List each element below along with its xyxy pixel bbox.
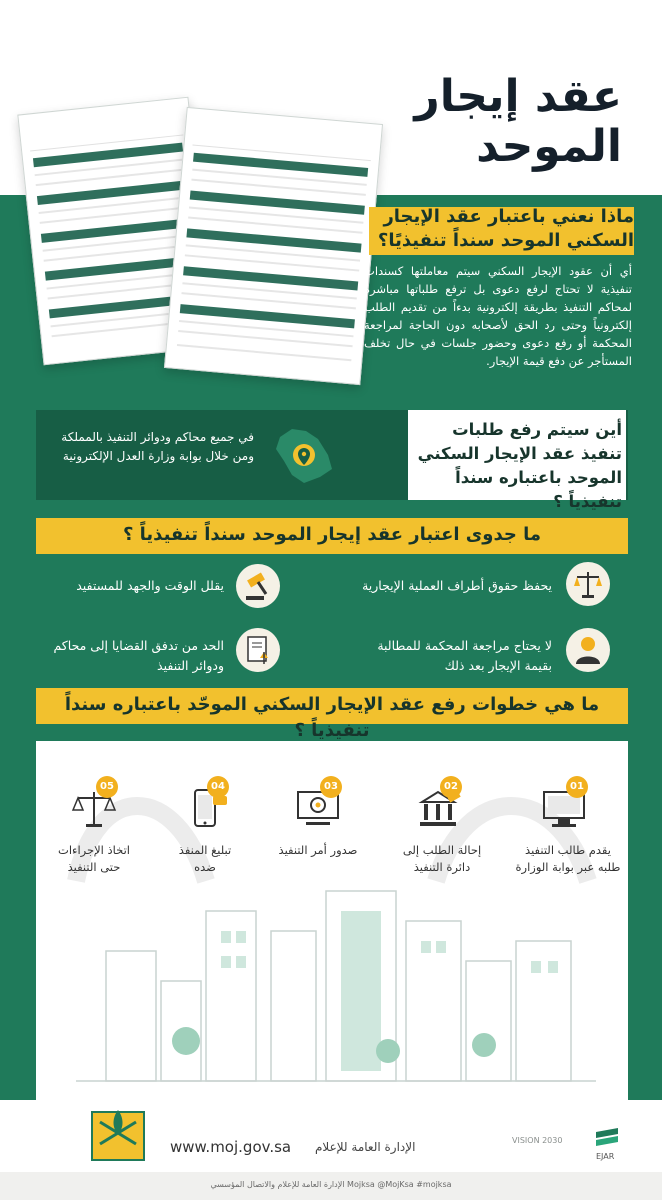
footer-social-text: Mojksa @MojKsa #mojksa الإدارة العامة للإعلام والاتصال المؤسسي <box>210 1180 452 1189</box>
step-5-label-line-1: اتخاذ الإجراءات <box>58 843 130 857</box>
step-5-label <box>39 842 149 876</box>
step-2-label <box>387 842 497 876</box>
gavel-icon <box>236 564 280 608</box>
website-url[interactable]: www.moj.gov.sa <box>170 1138 292 1156</box>
step-1-label-line-2: طلبه عبر بوابة الوزارة <box>515 860 621 874</box>
meaning-question: ماذا نعني باعتبار عقد الإيجار السكني الموحد سنداً تنفيذيًا؟ <box>377 206 634 251</box>
step-1-label-line-1: يقدم طالب التنفيذ <box>525 843 611 857</box>
step-5-number: 05 <box>96 776 118 798</box>
location-question: أين سيتم رفع طلبات تنفيذ عقد الإيجار السكني الموحد باعتباره سنداً تنفيذياً ؟ <box>417 420 622 511</box>
step-4-label-line-1: تبليغ المنفذ <box>178 843 232 857</box>
step-2-label-line-2: دائرة التنفيذ <box>413 860 471 874</box>
ministry-emblem-logo <box>78 1098 158 1174</box>
step-4-label <box>150 842 260 876</box>
step-5-label-line-2: حتى التنفيذ <box>67 860 121 874</box>
contract-document-front <box>164 107 383 385</box>
benefit-2-label: يقلل الوقت والجهد للمستفيد <box>76 578 224 593</box>
step-4-number: 04 <box>207 776 229 798</box>
benefit-4-label: الحد من تدفق القضايا إلى محاكم ودوائر التنفيذ <box>53 638 224 673</box>
ejar-logo-icon <box>592 1126 622 1150</box>
benefits-question: ما جدوى اعتبار عقد إيجار الموحد سنداً تنفيذياً ؟ <box>122 524 542 545</box>
location-answer: في جميع محاكم ودوائر التنفيذ بالمملكة ومن خلال بوابة وزارة العدل الإلكترونية <box>61 430 254 463</box>
scales-icon <box>566 562 610 606</box>
meaning-answer: أي أن عقود الإيجار السكني سيتم معاملتها كسندات تنفيذية لا تحتاج لرفع دعوى بل ترفع طلباتها مباشرةً لمحاكم التنفيذ بطريقة إلكترونية بدءاً من تقديم الطلب إلكترونياً وحتى رد الحق لأصحابه دون الحاجة لمراجعة المحكمة أو رفع دعوى وحضور جلسات في حال تخلف المستأجر عن دفع قيمة الإيجار. <box>364 264 632 368</box>
benefit-3-label: لا يحتاج مراجعة المحكمة للمطالبة بقيمة الإيجار بعد ذلك <box>377 638 552 673</box>
step-4-label-line-2: ضده <box>194 860 216 874</box>
ejar-logo-label: EJAR <box>596 1152 615 1161</box>
step-2-label-line-1: إحالة الطلب إلى <box>402 843 482 857</box>
location-pin-icon <box>262 415 342 495</box>
step-3-number: 03 <box>320 776 342 798</box>
step-2-number: 02 <box>440 776 462 798</box>
step-1-label <box>513 842 623 876</box>
contract-documents-illustration <box>25 95 395 385</box>
title-line-2: الموحد <box>476 121 622 172</box>
vision-2030-logo: VISION 2030 <box>512 1136 563 1145</box>
steps-question: ما هي خطوات رفع عقد الإيجار السكني الموحّد باعتباره سنداً تنفيذياً ؟ <box>64 694 600 741</box>
media-department-label: الإدارة العامة للإعلام <box>315 1140 416 1154</box>
step-1-number: 01 <box>566 776 588 798</box>
title-line-1: عقد إيجار <box>414 71 622 122</box>
person-icon <box>566 628 610 672</box>
document-scales-icon <box>236 628 280 672</box>
step-3-label-line-1: صدور أمر التنفيذ <box>278 843 358 857</box>
step-3-label <box>263 842 373 859</box>
page-title <box>382 72 622 172</box>
benefit-1-label: يحفظ حقوق أطراف العملية الإيجارية <box>362 578 552 593</box>
